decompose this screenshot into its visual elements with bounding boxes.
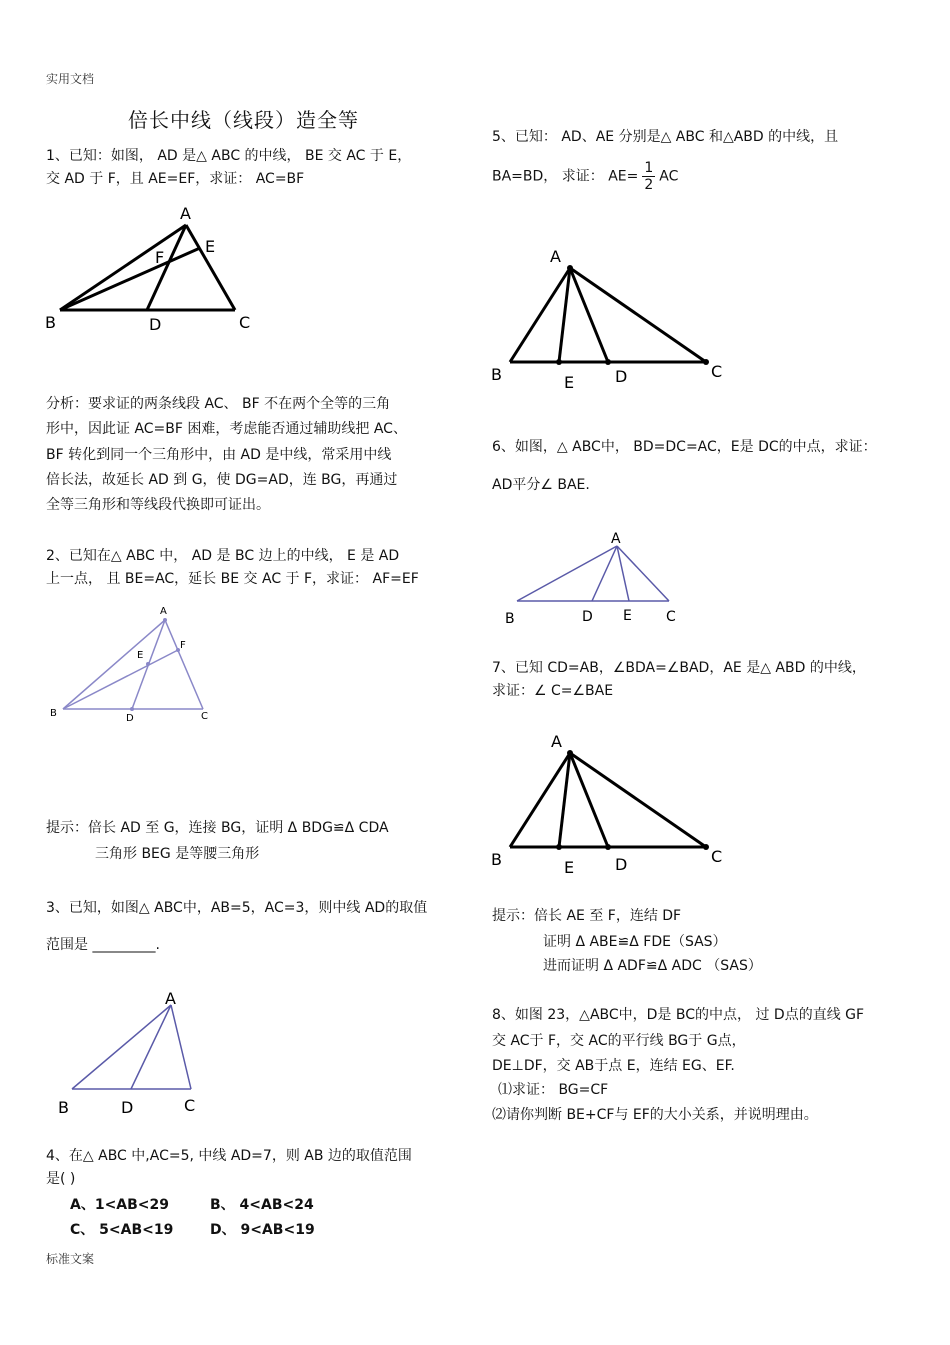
p1-analysis-1: 分析：要求证的两条线段 AC、 BF 不在两个全等的三角 [46,396,391,412]
one-half-fraction [642,160,655,193]
p5-figure [485,240,745,390]
p1-label-b: B [45,313,56,332]
p7-hint-1: 提示：倍长 AE 至 F，连结 DF [492,908,682,924]
fraction-denominator: 2 [644,177,654,193]
p8-line-5: ⑵请你判断 BE+CF与 EF的大小关系，并说明理由。 [492,1107,818,1123]
p6-label-e: E [623,608,632,624]
p7-label-c: C [711,847,723,866]
p8-line-3: DE⊥DF，交 AB于点 E，连结 EG、EF. [492,1058,735,1074]
p1-figure [40,200,270,340]
p2-line-1: 2、已知在△ ABC 中， AD 是 BC 边上的中线， E 是 AD [46,548,400,564]
p2-hint-1: 提示：倍长 AD 至 G，连接 BG，证明 Δ BDG≌Δ CDA [46,820,389,836]
p2-label-f: F [180,640,186,651]
p3-label-d: D [121,1098,134,1117]
p6-line-1: 6、如图，△ ABC中， BD=DC=AC，E是 DC的中点，求证： [492,439,877,455]
p7-label-e: E [564,858,575,877]
doc-title: 倍长中线（线段）造全等 [128,108,359,132]
p7-hint-3: 进而证明 Δ ADF≌Δ ADC （SAS） [543,958,762,974]
p4-option-a: A、1<AB<29 [70,1197,170,1213]
p2-label-c: C [201,711,208,722]
p4-line-2: 是( ) [46,1171,76,1187]
p1-label-c: C [239,313,251,332]
p2-label-e: E [137,650,144,661]
p6-label-b: B [505,611,515,627]
p7-label-a: A [551,732,562,751]
p4-option-d: D、 9<AB<19 [210,1222,315,1238]
fraction-numerator: 1 [644,160,654,176]
p1-label-e: E [205,237,216,256]
p7-label-b: B [491,850,502,869]
page-footer: 标准文案 [46,1252,95,1266]
p1-line-2: 交 AD 于 F，且 AE=EF，求证： AC=BF [46,171,305,187]
p6-line-2: AD平分∠ BAE. [492,477,590,493]
p5-line-2 [492,160,678,193]
p5-label-c: C [711,362,723,381]
p2-label-a: A [160,606,167,617]
p4-option-b: B、 4<AB<24 [210,1197,314,1213]
p2-figure [40,600,230,730]
p3-label-b: B [58,1098,69,1117]
p7-line-1: 7、已知 CD=AB，∠BDA=∠BAD，AE 是△ ABD 的中线， [492,660,866,676]
p5-line-2a: BA=BD， 求证： AE= [492,168,639,185]
p7-hint-2: 证明 Δ ABE≌Δ FDE（SAS） [543,934,727,950]
p2-label-b: B [50,708,57,719]
p5-line-2b: AC [659,168,679,185]
p6-figure [495,525,695,630]
p6-label-c: C [666,609,676,625]
p1-analysis-4: 倍长法，故延长 AD 到 G，使 DG=AD，连 BG，再通过 [46,472,398,488]
p7-figure [485,725,745,880]
page-header: 实用文档 [46,72,95,86]
p3-label-a: A [165,989,176,1008]
p1-analysis-2: 形中，因此证 AC=BF 困难，考虑能否通过辅助线把 AC、 [46,421,407,437]
p5-label-b: B [491,365,502,384]
p5-label-e: E [564,373,575,390]
p5-label-a: A [550,247,561,266]
p8-line-4: ⑴求证： BG=CF [498,1082,609,1098]
p8-line-1: 8、如图 23，△ABC中，D是 BC的中点， 过 D点的直线 GF [492,1007,865,1023]
p8-line-2: 交 AC于 F，交 AC的平行线 BG于 G点， [492,1033,746,1049]
p1-line-1: 1、已知：如图， AD 是△ ABC 的中线， BE 交 AC 于 E， [46,148,412,164]
p2-label-d: D [126,713,134,724]
p4-line-1: 4、在△ ABC 中,AC=5, 中线 AD=7，则 AB 边的取值范围 [46,1148,412,1164]
p1-analysis-5: 全等三角形和等线段代换即可证出。 [46,497,270,513]
p5-label-d: D [615,367,628,386]
p2-line-2: 上一点， 且 BE=AC，延长 BE 交 AC 于 F，求证： AF=EF [46,571,419,587]
p3-label-c: C [184,1096,196,1115]
p5-line-1: 5、已知： AD、AE 分别是△ ABC 和△ABD 的中线，且 [492,129,839,145]
p3-line-2: 范围是 _________. [46,937,160,953]
p3-line-1: 3、已知，如图△ ABC中，AB=5，AC=3，则中线 AD的取值 [46,900,428,916]
p6-label-d: D [582,609,593,625]
p2-hint-2: 三角形 BEG 是等腰三角形 [95,846,260,862]
p6-label-a: A [611,531,621,547]
p4-option-c: C、 5<AB<19 [70,1222,174,1238]
p1-label-a: A [180,204,191,223]
p1-label-d: D [149,315,162,334]
p7-label-d: D [615,855,628,874]
p1-label-f: F [155,248,165,267]
p1-analysis-3: BF 转化到同一个三角形中，由 AD 是中线，常采用中线 [46,447,392,463]
p7-line-2: 求证：∠ C=∠BAE [492,683,614,699]
p3-figure [50,988,220,1118]
